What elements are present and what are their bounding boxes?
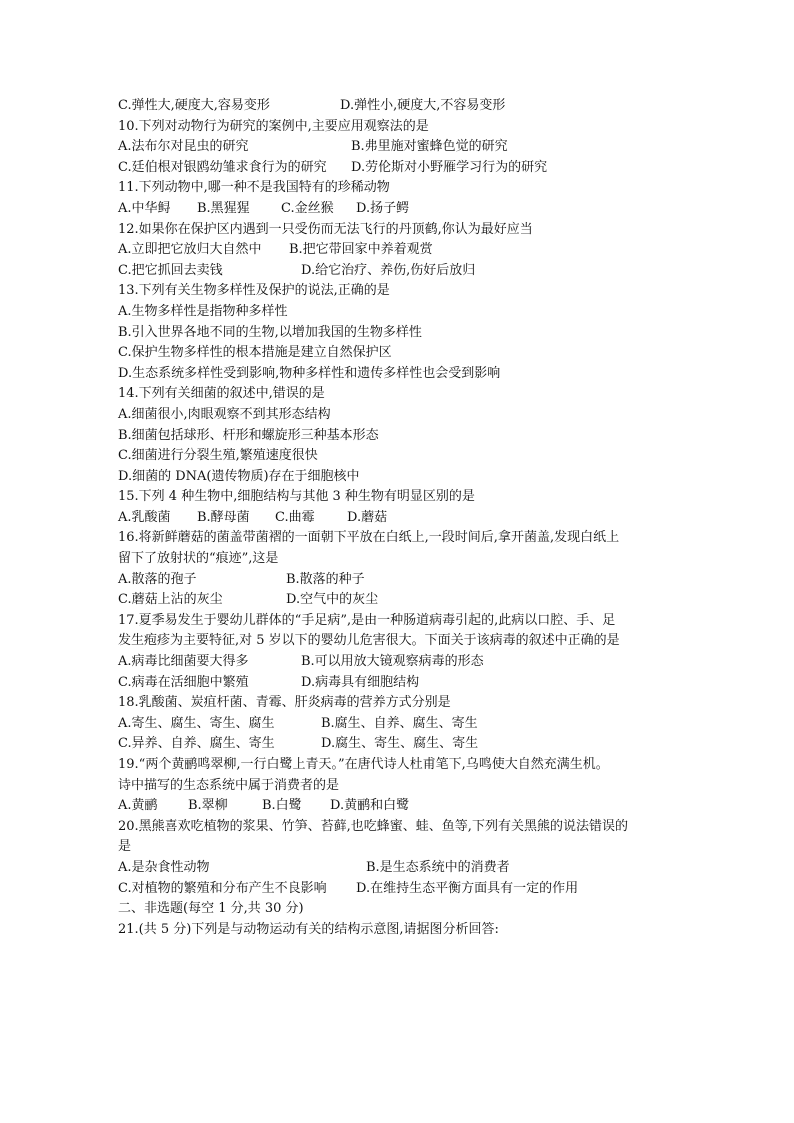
q19-stem-line1: 19.“两个黄鹂鸣翠柳,一行白鹭上青天。”在唐代诗人杜甫笔下,乌鸣使大自然充满生机。: [118, 757, 609, 772]
section-heading-non-choice: 二、非选题(每空 1 分,共 30 分): [118, 901, 304, 917]
q16-options-row1: [118, 570, 688, 591]
q20-options-row2: [118, 879, 688, 900]
q17-option-d: D.病毒具有细胞结构: [301, 674, 420, 690]
q13-option-d: D.生态系统多样性受到影响,物种多样性和遗传多样性也会受到影响: [118, 365, 501, 381]
q16-stem-line1: 16.将新鲜蘑菇的菌盖带菌褶的一面朝下平放在白纸上,一段时间后,拿开菌盖,发现白纸上: [118, 530, 620, 546]
q15-option-c: C.曲霉: [275, 509, 315, 525]
q12-options-row2: [118, 261, 688, 282]
q11-option-b: B.黑猩猩: [197, 200, 250, 216]
q18-option-d: D.腐生、寄生、腐生、寄生: [321, 736, 479, 752]
q20-option-d: D.在维持生态平衡方面具有一定的作用: [356, 880, 579, 896]
q12-option-c: C.把它抓回去卖钱: [118, 262, 223, 278]
q19-option-d: D.黄鹂和白鹭: [330, 798, 410, 814]
q18-options-row2: [118, 734, 688, 755]
q11-stem: 11.下列动物中,哪一种不是我国特有的珍稀动物: [118, 180, 390, 196]
q13-stem: 13.下列有关生物多样性及保护的说法,正确的是: [118, 283, 390, 299]
q18-option-a: A.寄生、腐生、寄生、腐生: [118, 715, 275, 731]
q11-option-d: D.扬子鳄: [356, 200, 410, 216]
q17-stem-line2: 发生疱疹为主要特征,对 5 岁以下的婴幼儿危害很大。下面关于该病毒的叙述中正确的是: [118, 633, 620, 649]
q16-option-a: A.散落的孢子: [118, 571, 197, 587]
q10-option-d: D.劳伦斯对小野雁学习行为的研究: [351, 159, 548, 175]
q20-option-b: B.是生态系统中的消费者: [366, 859, 510, 875]
q14-option-a: A.细菌很小,肉眼观察不到其形态结构: [118, 406, 331, 422]
q15-option-b: B.酵母菌: [197, 509, 250, 525]
q13-option-c: C.保护生物多样性的根本措施是建立自然保护区: [118, 345, 392, 361]
q16-stem-line2: 留下了放射状的“痕迹”,这是: [118, 551, 279, 567]
q16-option-c: C.蘑菇上沾的灰尘: [118, 592, 223, 608]
q11-option-a: A.中华鲟: [118, 200, 171, 216]
q19-stem-line2: 诗中描写的生态系统中属于消费者的是: [118, 777, 340, 793]
q14-option-b: B.细菌包括球形、杆形和螺旋形三种基本形态: [118, 427, 379, 443]
q12-options-row1: [118, 240, 688, 261]
q17-options-row2: [118, 673, 688, 694]
question-list: [118, 96, 688, 940]
q17-option-a: A.病毒比细菌要大得多: [118, 654, 249, 670]
q10-option-a: A.法布尔对昆虫的研究: [118, 139, 249, 155]
q14-option-d: D.细菌的 DNA(遗传物质)存在于细胞核中: [118, 468, 360, 484]
q15-stem: 15.下列 4 种生物中,细胞结构与其他 3 种生物有明显区别的是: [118, 489, 475, 505]
q19-option-b: B.翠柳: [188, 798, 228, 814]
q13-option-a: A.生物多样性是指物种多样性: [118, 303, 288, 319]
q12-option-d: D.给它治疗、养伤,伤好后放归: [301, 262, 476, 278]
q14-option-c: C.细菌进行分裂生殖,繁殖速度很快: [118, 448, 318, 464]
q20-option-c: C.对植物的繁殖和分布产生不良影响: [118, 880, 327, 896]
q17-option-c: C.病毒在活细胞中繁殖: [118, 674, 249, 690]
q20-option-a: A.是杂食性动物: [118, 859, 210, 875]
q18-option-b: B.腐生、自养、腐生、寄生: [321, 715, 478, 731]
q19-options-row: [118, 796, 688, 817]
q17-option-b: B.可以用放大镜观察病毒的形态: [301, 654, 484, 670]
q10-options-row2: [118, 158, 688, 179]
q17-stem-line1: 17.夏季易发生于婴幼儿群体的“手足病”,是由一种肠道病毒引起的,此病以口腔、手、足: [118, 612, 616, 628]
q20-stem-line1: 20.黑熊喜欢吃植物的浆果、竹笋、苔藓,也吃蜂蜜、蛙、鱼等,下列有关黑熊的说法错误的: [118, 818, 628, 834]
q15-option-d: D.蘑菇: [347, 509, 388, 525]
q14-stem: 14.下列有关细菌的叙述中,错误的是: [118, 386, 325, 402]
q11-options-row: [118, 199, 688, 220]
q18-options-row1: [118, 714, 688, 735]
q10-option-c: C.廷伯根对银鸥幼雏求食行为的研究: [118, 159, 327, 175]
q16-option-b: B.散落的种子: [286, 571, 365, 587]
q18-stem: 18.乳酸菌、炭疽杆菌、青霉、肝炎病毒的营养方式分别是: [118, 695, 451, 711]
q10-stem: 10.下列对动物行为研究的案例中,主要应用观察法的是: [118, 118, 429, 134]
q12-option-a: A.立即把它放归大自然中: [118, 242, 262, 258]
q10-option-b: B.弗里施对蜜蜂色觉的研究: [351, 139, 508, 155]
q20-options-row1: [118, 858, 688, 879]
q9-option-c: C.弹性大,硬度大,容易变形: [118, 98, 270, 113]
q12-stem: 12.如果你在保护区内遇到一只受伤而无法飞行的丹顶鹤,你认为最好应当: [118, 221, 533, 237]
q16-options-row2: [118, 590, 688, 611]
q17-options-row1: [118, 652, 688, 673]
q18-option-c: C.异养、自养、腐生、寄生: [118, 736, 275, 752]
q9-option-d: D.弹性小,硬度大,不容易变形: [340, 98, 506, 113]
q20-stem-line2: 是: [118, 839, 132, 855]
q16-option-d: D.空气中的灰尘: [286, 592, 379, 608]
q15-options-row: [118, 508, 688, 529]
q19-option-a: A.黄鹂: [118, 798, 158, 814]
q13-option-b: B.引入世界各地不同的生物,以增加我国的生物多样性: [118, 324, 422, 340]
q9-options-row: [118, 96, 688, 117]
q11-option-c: C.金丝猴: [281, 200, 334, 216]
q10-options-row1: [118, 137, 688, 158]
q15-option-a: A.乳酸菌: [118, 509, 171, 525]
q19-option-c: B.白鹭: [262, 798, 302, 814]
q21-stem: 21.(共 5 分)下列是与动物运动有关的结构示意图,请据图分析回答:: [118, 921, 499, 937]
q12-option-b: B.把它带回家中养着观赏: [289, 242, 433, 258]
